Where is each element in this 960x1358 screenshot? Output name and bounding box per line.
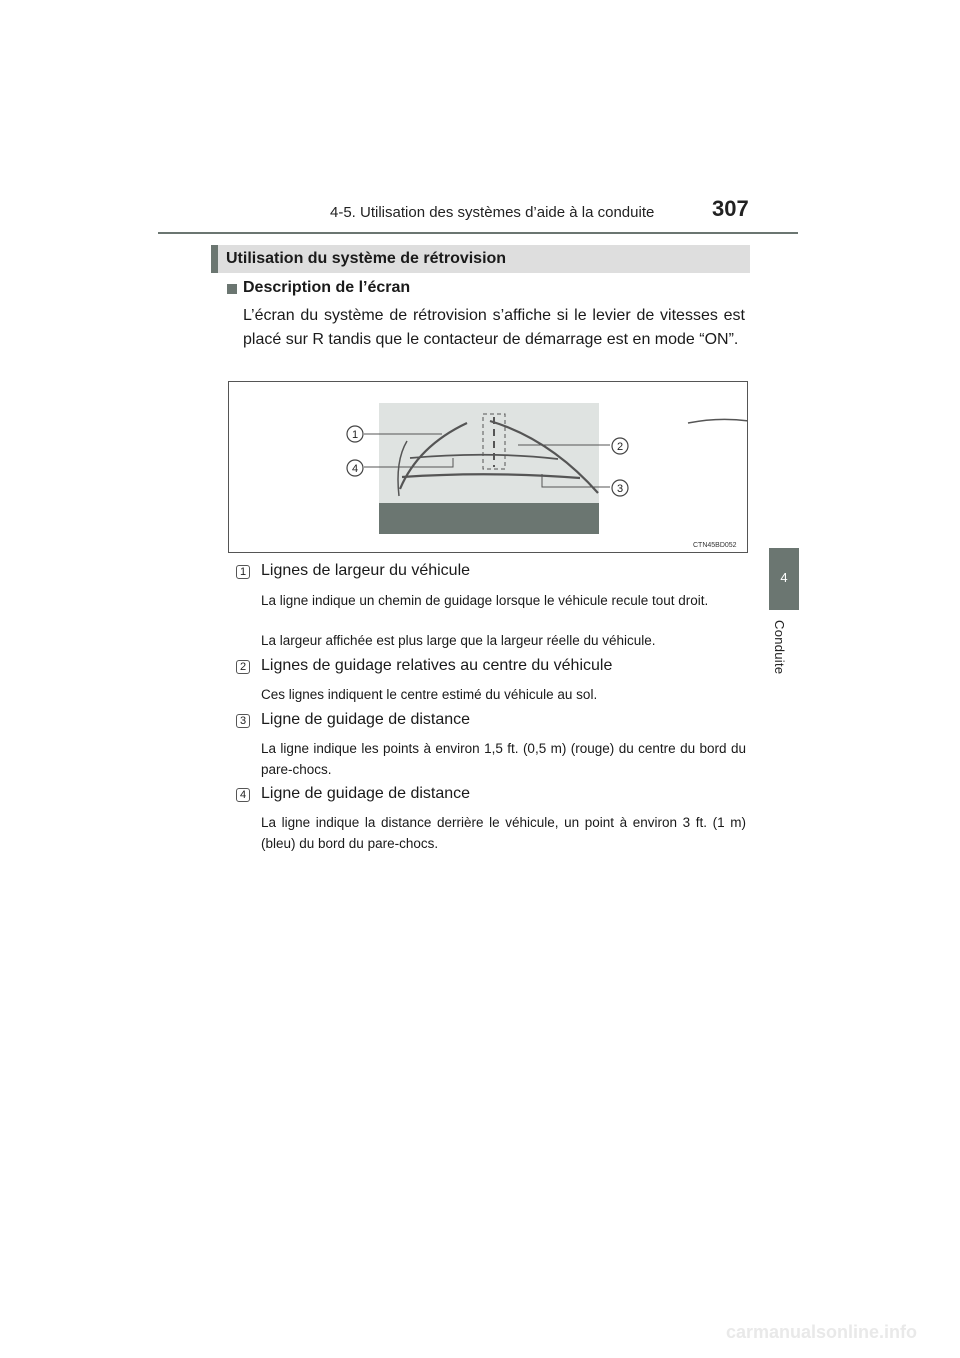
distance-guide-line-near — [402, 474, 580, 478]
callout-1 — [347, 426, 363, 442]
item-2-title: Lignes de guidage relatives au centre du véhicule — [261, 657, 613, 674]
intro-paragraph: L’écran du système de rétrovision s’affiche si le levier de vitesses est placé sur R tandis que le contacteur de démarrage est en mode “ON”. — [243, 307, 745, 348]
distance-guide-line-far — [410, 455, 558, 459]
header-section-title: 4-5. Utilisation des systèmes d’aide à la conduite — [330, 204, 655, 221]
chapter-tab-number: 4 — [780, 570, 788, 585]
item-1-number-icon: 1 — [236, 565, 250, 579]
item-3-title: Ligne de guidage de distance — [261, 711, 471, 728]
callout-4 — [347, 460, 363, 476]
item-3-description: La ligne indique les points à environ 1,5 ft. (0,5 m) (rouge) du centre du bord du pare-chocs. — [261, 741, 746, 777]
header-rule — [158, 232, 798, 234]
callout-2-label: 2 — [616, 441, 624, 453]
callout-4-leader — [364, 458, 453, 467]
item-3-number-icon: 3 — [236, 714, 250, 728]
callout-1-label: 1 — [351, 429, 359, 441]
item-1-description: La ligne indique un chemin de guidage lorsque le véhicule recule tout droit. — [261, 593, 709, 608]
item-2-number-icon: 2 — [236, 660, 250, 674]
item-4-description: La ligne indique la distance derrière le véhicule, un point à environ 3 ft. (1 m) (bleu) du bord du pare-chocs. — [261, 815, 746, 851]
watermark-url: carmanualsonline.info — [726, 1322, 918, 1342]
subsection-title: Description de l’écran — [243, 279, 411, 296]
callout-2 — [612, 438, 628, 454]
outer-guide-arc — [688, 419, 748, 427]
section-heading-accent — [211, 245, 218, 273]
subsection-bullet-icon — [227, 284, 237, 294]
callout-4-label: 4 — [351, 463, 359, 475]
rear-view-diagram — [228, 381, 748, 553]
callout-3-label: 3 — [616, 483, 624, 495]
figure-code: CTN45BD052 — [693, 542, 737, 549]
item-1-description-2: La largeur affichée est plus large que la largeur réelle du véhicule. — [261, 633, 656, 648]
item-4-title: Ligne de guidage de distance — [261, 785, 471, 802]
chapter-tab-label: Conduite — [772, 620, 787, 675]
item-2-description: Ces lignes indiquent le centre estimé du véhicule au sol. — [261, 687, 598, 702]
callout-3 — [612, 480, 628, 496]
page-number: 307 — [712, 196, 749, 221]
item-4-number-icon: 4 — [236, 788, 250, 802]
section-title: Utilisation du système de rétrovision — [226, 250, 507, 267]
item-1-title: Lignes de largeur du véhicule — [261, 562, 471, 579]
